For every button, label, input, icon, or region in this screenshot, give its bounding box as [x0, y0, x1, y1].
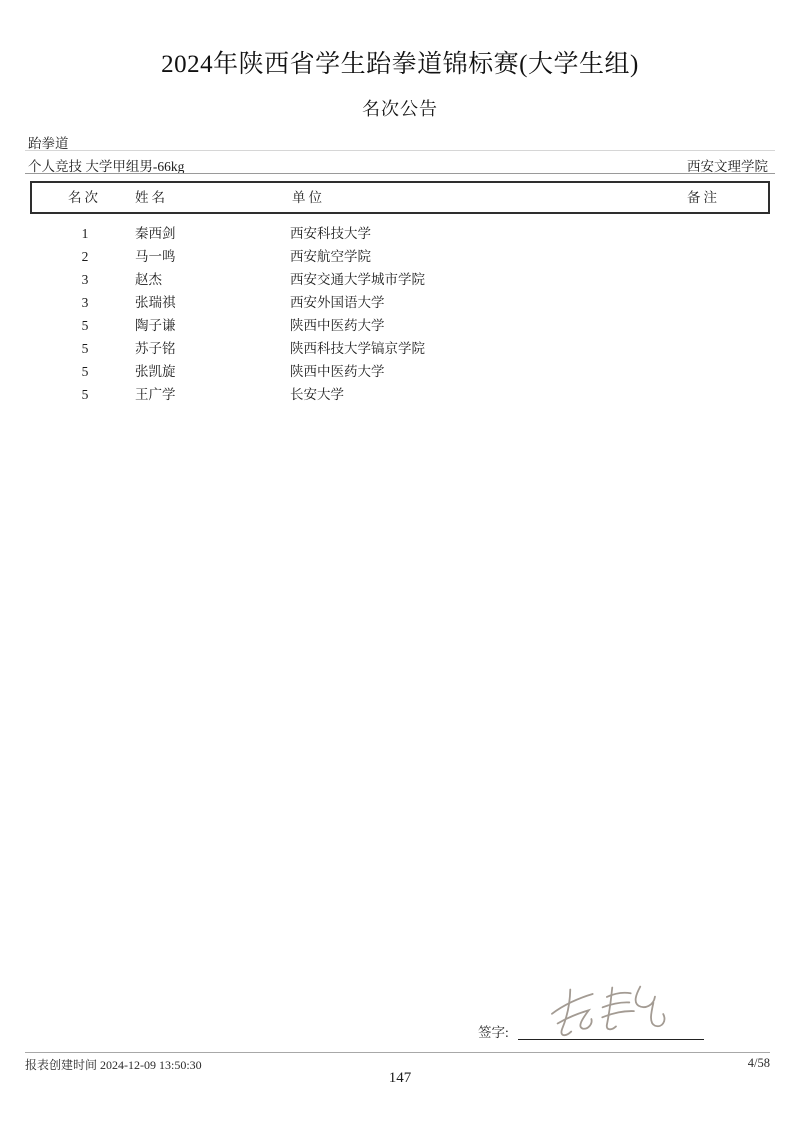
- unit-cell: 西安科技大学: [290, 226, 371, 241]
- rank-cell: 5: [81, 387, 89, 402]
- table-row: [0, 360, 800, 383]
- table-row: [0, 268, 800, 291]
- name-cell: 陶子谦: [135, 318, 176, 333]
- column-header-rank: 名次: [68, 190, 101, 205]
- rank-cell: 2: [81, 249, 89, 264]
- rank-cell: 5: [81, 341, 89, 356]
- name-cell: 张凯旋: [135, 364, 176, 379]
- table-row: [0, 222, 800, 245]
- rank-cell: 1: [81, 226, 89, 241]
- unit-cell: 西安航空学院: [290, 249, 371, 264]
- name-cell: 张瑞祺: [135, 295, 176, 310]
- host-school-label: 西安文理学院: [687, 159, 768, 174]
- column-header-name: 姓名: [135, 190, 168, 205]
- table-row: [0, 314, 800, 337]
- unit-cell: 西安外国语大学: [290, 295, 385, 310]
- event-category-label: 个人竞技 大学甲组男-66kg: [28, 159, 185, 174]
- footer-divider: [25, 1052, 770, 1053]
- rank-cell: 3: [81, 272, 89, 287]
- rank-cell: 5: [81, 364, 89, 379]
- rank-cell: 5: [81, 318, 89, 333]
- name-cell: 赵杰: [135, 272, 162, 287]
- table-row: [0, 337, 800, 360]
- unit-cell: 长安大学: [290, 387, 344, 402]
- table-row: [0, 245, 800, 268]
- results-table-body: [0, 222, 800, 406]
- column-header-unit: 单位: [292, 190, 325, 205]
- document-title: 2024年陕西省学生跆拳道锦标赛(大学生组): [161, 51, 639, 78]
- rank-cell: 3: [81, 295, 89, 310]
- column-header-remark: 备注: [687, 190, 720, 205]
- table-header-row: [30, 181, 770, 214]
- page-number: 147: [388, 1070, 412, 1086]
- document-subtitle: 名次公告: [362, 99, 438, 119]
- unit-cell: 陕西中医药大学: [290, 364, 385, 379]
- table-row: [0, 291, 800, 314]
- name-cell: 苏子铭: [135, 341, 176, 356]
- unit-cell: 西安交通大学城市学院: [290, 272, 425, 287]
- name-cell: 马一鸣: [135, 249, 176, 264]
- signature-label: 签字:: [478, 1025, 509, 1040]
- unit-cell: 陕西中医药大学: [290, 318, 385, 333]
- unit-cell: 陕西科技大学镐京学院: [290, 341, 425, 356]
- report-created-timestamp: 报表创建时间 2024-12-09 13:50:30: [25, 1058, 202, 1072]
- divider-under-event: [25, 173, 775, 174]
- sheet-page-indicator: 4/58: [747, 1056, 770, 1070]
- sport-label: 跆拳道: [28, 136, 69, 151]
- table-row: [0, 383, 800, 406]
- divider-under-sport: [25, 150, 775, 151]
- name-cell: 秦西剑: [135, 226, 176, 241]
- handwritten-signature: [540, 980, 674, 1047]
- name-cell: 王广学: [135, 387, 176, 402]
